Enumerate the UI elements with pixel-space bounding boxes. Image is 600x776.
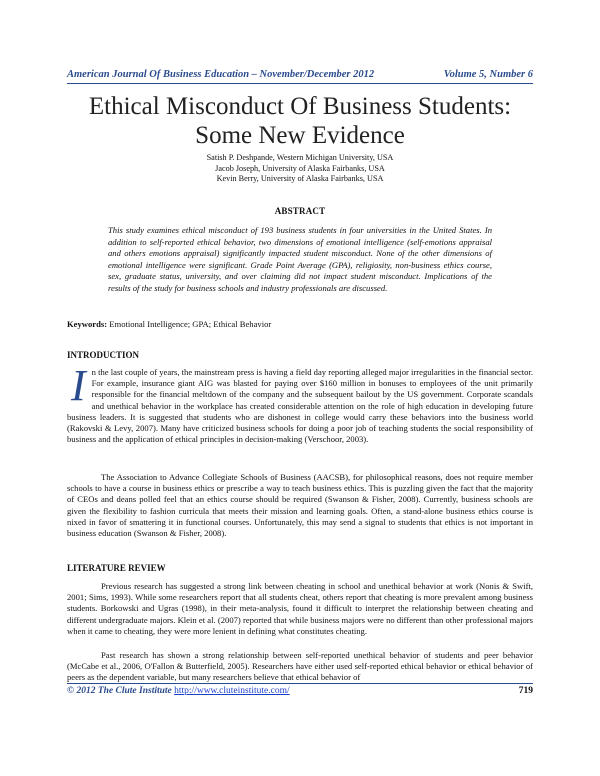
abstract-text: This study examines ethical misconduct of 193 business students in four universities in the United States. In addition to self-reported ethical behavior, two dimensions of emotional intelligence (self-emotions appraisal and others emotions appraisal) significantly impacted student misconduct. None of the other dimensions of emotional intelligence were significant. Grade Point Average (GPA), religiosity, non-business ethics course, sex, graduate status, university, and over claiming did not impact student misconduct. Implications of the results of the study for business schools and industry professionals are discussed.	[108, 225, 492, 293]
intro-paragraph-1	[67, 361, 533, 445]
volume-number: Volume 5, Number 6	[443, 69, 533, 80]
keywords-label: Keywords:	[67, 319, 108, 329]
paper-title	[67, 92, 533, 150]
author-3: Kevin Berry, University of Alaska Fairbanks, USA	[216, 174, 384, 183]
intro-paragraph-2	[67, 472, 533, 539]
author-list	[67, 153, 533, 185]
author-2: Jacob Joseph, University of Alaska Fairbanks, USA	[215, 163, 385, 173]
abstract-heading: ABSTRACT	[274, 206, 326, 216]
header-rule	[67, 83, 533, 84]
lit-paragraph-1	[67, 581, 533, 637]
title-line-2: Some New Evidence	[195, 122, 405, 149]
intro-paragraph-2-text: The Association to Advance Collegiate Schools of Business (AACSB), for philosophical reasons, does not require member schools to have a course in business ethics or prescribe a way to teach business ethics. This is puzzling given the fact that the majority of CEOs and deans polled feel that an ethics course should be required (Swanson & Fisher, 2008). Currently, business schools are given the flexibility to fashion curricula that meets their mission and learning goals. Often, a stand-alone business ethics course is nixed in favor of smattering it in functional courses. Unfortunately, this may send a signal to students that ethics is not important in business education (Swanson & Fisher, 2008).	[67, 472, 533, 539]
literature-review-heading: LITERATURE REVIEW	[67, 563, 166, 573]
running-head	[67, 69, 533, 83]
page-number: 719	[518, 686, 533, 696]
institute-link[interactable]: http://www.cluteinstitute.com/	[174, 686, 290, 696]
lit-paragraph-2-text: Past research has shown a strong relationship between self-reported unethical behavior of students and peer behavior (McCabe et al., 2006, O'Fallon & Butterfield, 2005). Researchers have either used self-reported ethical behavior or ethical behavior of peers as the dependent variable, but many researchers believe that ethical behavior of	[67, 650, 533, 683]
title-line-1: Ethical Misconduct Of Business Students:	[88, 93, 512, 120]
lit-paragraph-1-text: Previous research has suggested a strong link between cheating in school and unethical behavior at work (Nonis & Swift, 2001; Sims, 1993). While some researchers report that all students cheat, others report that cheating is more prevalent among business students. Borkowski and Ugras (1998), in their meta-analysis, found it difficult to interpret the relationship between cheating and different undergraduate majors. Klein et al. (2007) reported that while business majors were no different than other professional majors when it came to cheating, they were more lenient in defining what constitutes cheating.	[67, 581, 533, 636]
introduction-heading: INTRODUCTION	[67, 350, 140, 360]
page-footer	[67, 686, 533, 696]
intro-paragraph-1-text: n the last couple of years, the mainstream press is having a field day reporting alleged major irregularities in the financial sector. For example, insurance giant AIG was blasted for paying over $160 million in bonuses to employees of the unit primarily responsible for the financial meltdown of the company and the subsequent bailout by the US government. Corporate scandals and unethical behavior in the workplace has created considerable attention on the role of high education in developing future business leaders. It is suggested that students who are dishonest in college would carry these behaviors into the business world (Rakovski & Levy, 2007). Many have criticized business schools for doing a poor job of teaching students the social responsibility of business and the application of ethical principles in decision-making (Verschoor, 2003).	[67, 367, 533, 445]
lit-paragraph-2	[67, 650, 533, 684]
footer-rule	[67, 683, 533, 684]
author-1: Satish P. Deshpande, Western Michigan University, USA	[206, 153, 394, 162]
drop-cap: I	[71, 361, 86, 410]
copyright: © 2012 The Clute Institute	[67, 686, 172, 696]
keywords	[67, 319, 533, 329]
keywords-list: Emotional Intelligence; GPA; Ethical Behavior	[109, 319, 272, 329]
journal-name: American Journal Of Business Education – November/December 2012	[67, 69, 375, 80]
